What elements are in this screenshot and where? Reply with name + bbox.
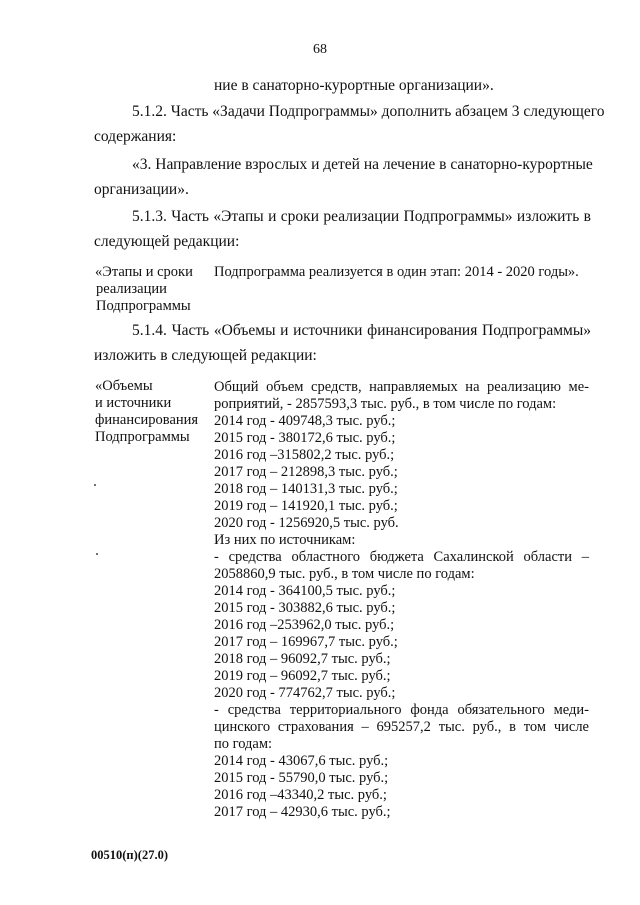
regional-year-line: 2015 год - 303882,6 тыс. руб.; [214,600,396,616]
oms-fund-line: - средства территориального фонда обязательного меди- [214,702,589,718]
total-year-line: 2019 год – 141920,1 тыс. руб.; [214,498,398,514]
paragraph-line: ние в санаторно-курортные организации». [214,77,494,94]
scan-speck [94,484,96,486]
stages-text: Подпрограмма реализуется в один этап: 2014 - 2020 годы». [214,264,579,280]
volumes-label-line: и источники [95,395,172,411]
document-code: 00510(п)(27.0) [91,848,168,862]
regional-year-line: 2014 год - 364100,5 тыс. руб.; [214,583,396,599]
regional-year-line: 2019 год – 96092,7 тыс. руб.; [214,668,391,684]
regional-budget-line: - средства областного бюджета Сахалинской области – [214,549,589,565]
regional-year-line: 2018 год – 96092,7 тыс. руб.; [214,651,391,667]
paragraph-line: содержания: [94,128,177,145]
volumes-label-line: финансирования [95,412,199,428]
stages-label-line: реализации [96,281,167,297]
oms-fund-line: по годам: [214,736,273,752]
paragraph-line: организации». [94,181,189,198]
volumes-total-line: роприятий, - 2857593,3 тыс. руб., в том числе по годам: [214,396,557,412]
paragraph-line: изложить в следующей редакции: [94,347,317,364]
regional-budget-line: 2058860,9 тыс. руб., в том числе по годам: [214,566,475,582]
volumes-label-line: Подпрограммы [95,429,190,445]
sources-heading: Из них по источникам: [214,532,356,548]
total-year-line: 2018 год – 140131,3 тыс. руб.; [214,481,398,497]
oms-fund-line: цинского страхования – 695257,2 тыс. руб., в том числе [214,719,589,735]
regional-year-line: 2016 год –253962,0 тыс. руб.; [214,617,395,633]
total-year-line: 2016 год –315802,2 тыс. руб.; [214,447,395,463]
fund-year-line: 2014 год - 43067,6 тыс. руб.; [214,753,389,769]
total-year-line: 2020 год - 1256920,5 тыс. руб. [214,515,399,531]
paragraph-line: «3. Направление взрослых и детей на лечение в санаторно-курортные [132,156,593,173]
fund-year-line: 2015 год - 55790,0 тыс. руб.; [214,770,389,786]
volumes-label-line: «Объемы [95,378,153,394]
stages-label-line: Подпрограммы [96,298,191,314]
stages-label-line: «Этапы и сроки [95,264,193,280]
paragraph-line: 5.1.4. Часть «Объемы и источники финансирования Подпрограммы» [132,322,591,339]
total-year-line: 2017 год – 212898,3 тыс. руб.; [214,464,398,480]
paragraph-line: следующей редакции: [94,233,240,250]
fund-year-line: 2016 год –43340,2 тыс. руб.; [214,787,387,803]
total-year-line: 2014 год - 409748,3 тыс. руб.; [214,413,396,429]
paragraph-line: 5.1.3. Часть «Этапы и сроки реализации Подпрограммы» изложить в [132,208,591,225]
page-number: 68 [313,42,327,57]
scan-speck [96,553,98,555]
paragraph-line: 5.1.2. Часть «Задачи Подпрограммы» дополнить абзацем 3 следующего [132,103,605,120]
fund-year-line: 2017 год – 42930,6 тыс. руб.; [214,804,391,820]
regional-year-line: 2020 год - 774762,7 тыс. руб.; [214,685,396,701]
total-year-line: 2015 год - 380172,6 тыс. руб.; [214,430,396,446]
volumes-total-line: Общий объем средств, направляемых на реализацию ме- [214,379,589,395]
regional-year-line: 2017 год – 169967,7 тыс. руб.; [214,634,398,650]
